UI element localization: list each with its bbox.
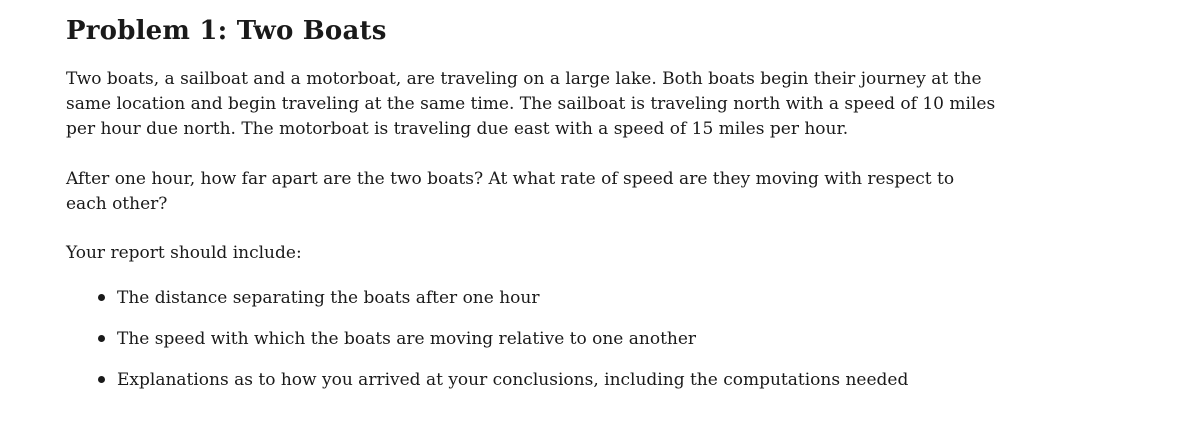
list-item-text: The distance separating the boats after one hour xyxy=(117,288,540,308)
list-item xyxy=(96,286,908,327)
paragraph-line: per hour due north. The motorboat is traveling due east with a speed of 15 miles per hour. xyxy=(66,119,849,139)
paragraph-line: each other? xyxy=(66,194,168,214)
list-item-text: The speed with which the boats are moving relative to one another xyxy=(117,329,697,349)
bullet-icon xyxy=(98,335,105,342)
paragraph-line: same location and begin traveling at the same time. The sailboat is traveling north with a speed of 10 miles xyxy=(66,94,996,114)
list-item xyxy=(96,327,908,368)
bullet-icon xyxy=(98,376,105,383)
problem-title: Problem 1: Two Boats xyxy=(66,16,387,46)
bullet-icon xyxy=(98,294,105,301)
list-item-text: Explanations as to how you arrived at your conclusions, including the computations needed xyxy=(117,370,909,390)
problem-question-paragraph xyxy=(66,167,954,217)
paragraph-line: Two boats, a sailboat and a motorboat, are traveling on a large lake. Both boats begin their journey at the xyxy=(66,69,982,89)
paragraph-line: Your report should include: xyxy=(66,243,302,263)
list-item xyxy=(96,368,908,409)
report-requirements-list xyxy=(96,286,908,409)
paragraph-line: After one hour, how far apart are the two boats? At what rate of speed are they moving with respect to xyxy=(66,169,955,189)
report-intro-paragraph xyxy=(66,241,302,266)
problem-description-paragraph xyxy=(66,67,995,142)
